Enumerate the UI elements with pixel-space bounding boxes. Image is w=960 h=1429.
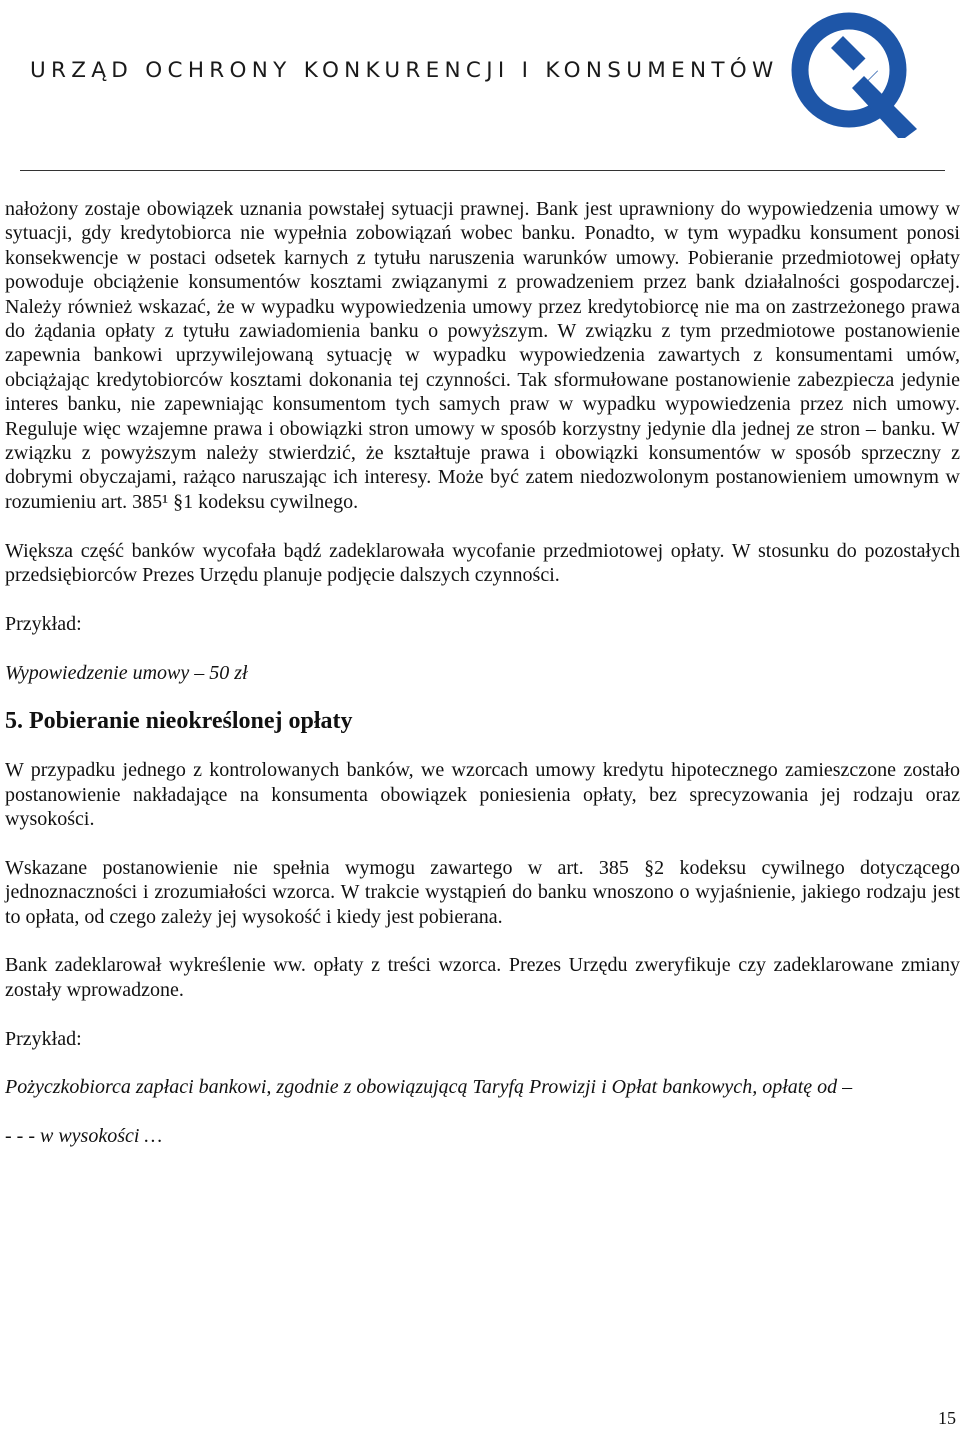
organization-name: URZĄD OCHRONY KONKURENCJI I KONSUMENTÓW xyxy=(30,58,779,83)
example-clause: Wypowiedzenie umowy – 50 zł xyxy=(5,661,248,684)
page-number: 15 xyxy=(938,1408,956,1428)
paragraph-unspecified-fee: W przypadku jednego z kontrolowanych banków, we wzorcach umowy kredytu hipotecznego zamieszczone zostało postanowienie nakładające na konsumenta obowiązek poniesienia opłaty, bez sprecyzowania jej rodzaju oraz wysokości. xyxy=(5,759,960,831)
example-label: Przykład: xyxy=(5,612,82,635)
paragraph-banks-withdrawal: Większa część banków wycofała bądź zadeklarowała wycofanie przedmiotowej opłaty. W stosunku do pozostałych przedsiębiorców Prezes Urzędu planuje podjęcie dalszych czynności. xyxy=(5,539,960,587)
example-clause: Pożyczkobiorca zapłaci bankowi, zgodnie z obowiązującą Taryfą Prowizji i Opłat bankowych, opłatę od – xyxy=(5,1076,853,1099)
example-label: Przykład: xyxy=(5,1027,82,1050)
page-header xyxy=(0,0,960,175)
document-body xyxy=(5,197,960,1173)
paragraph-bank-declaration: Bank zadeklarował wykreślenie ww. opłaty z treści wzorca. Prezes Urzędu zweryfikuje czy zadeklarowane zmiany zostały wprowadzone. xyxy=(5,954,960,1001)
paragraph-legal-requirement: Wskazane postanowienie nie spełnia wymogu zawartego w art. 385 §2 kodeksu cywilnego dotyczącego jednoznaczności i zrozumiałości wzorca. W trakcie wystąpień do banku wnoszono o wyjaśnienie, jakiego rodzaju jest to opłata, od czego zależy jej wysokość i kiedy jest pobierana. xyxy=(5,856,960,928)
uokik-logo xyxy=(786,10,918,138)
header-divider xyxy=(20,170,945,171)
paragraph-termination-fee-analysis: nałożony zostaje obowiązek uznania powstałej sytuacji prawnej. Bank jest uprawniony do wypowiedzenia umowy w sytuacji, gdy kredytobiorca nie wypełnia zobowiązań wobec banku. Ponadto, w tym wypadku konsument ponosi konsekwencje w postaci odsetek karnych z tytułu naruszenia warunków umowy. Pobieranie przedmiotowej opłaty powoduje obciążenie konsumentów kosztami związanymi z prowadzeniem przez bank działalności gospodarczej. Należy również wskazać, że w wypadku wypowiedzenia umowy przez kredytobiorcę nie ma on zastrzeżonego prawa do żądania opłaty z tytułu zawiadomienia banku o powyższym. W związku z tym przedmiotowe postanowienie zapewnia bankowi uprzywilejowaną sytuację w wypadku wypowiedzenia zawartych z konsumentami umów, obciążając kredytobiorców kosztami dokonania tej czynności. Tak sformułowane postanowienie zabezpiecza jedynie interes banku, nie zapewniając konsumentom tych samych praw w wypadku wypowiedzenia przez nich umowy. Reguluje więc wzajemne prawa i obowiązki stron umowy w sposób korzystny jedynie dla jednej ze stron – banku. W związku z powyższym należy stwierdzić, że kształtuje prawa i obowiązki konsumentów w sposób sprzeczny z dobrymi obyczajami, rażąco naruszając ich interesy. Może być zatem niedozwolonym postanowieniem umownym w rozumieniu art. 385¹ §1 kodeksu cywilnego. xyxy=(5,198,960,513)
example-clause-continuation: - - - w wysokości … xyxy=(5,1125,163,1148)
section-heading: 5. Pobieranie nieokreślonej opłaty xyxy=(5,708,353,735)
